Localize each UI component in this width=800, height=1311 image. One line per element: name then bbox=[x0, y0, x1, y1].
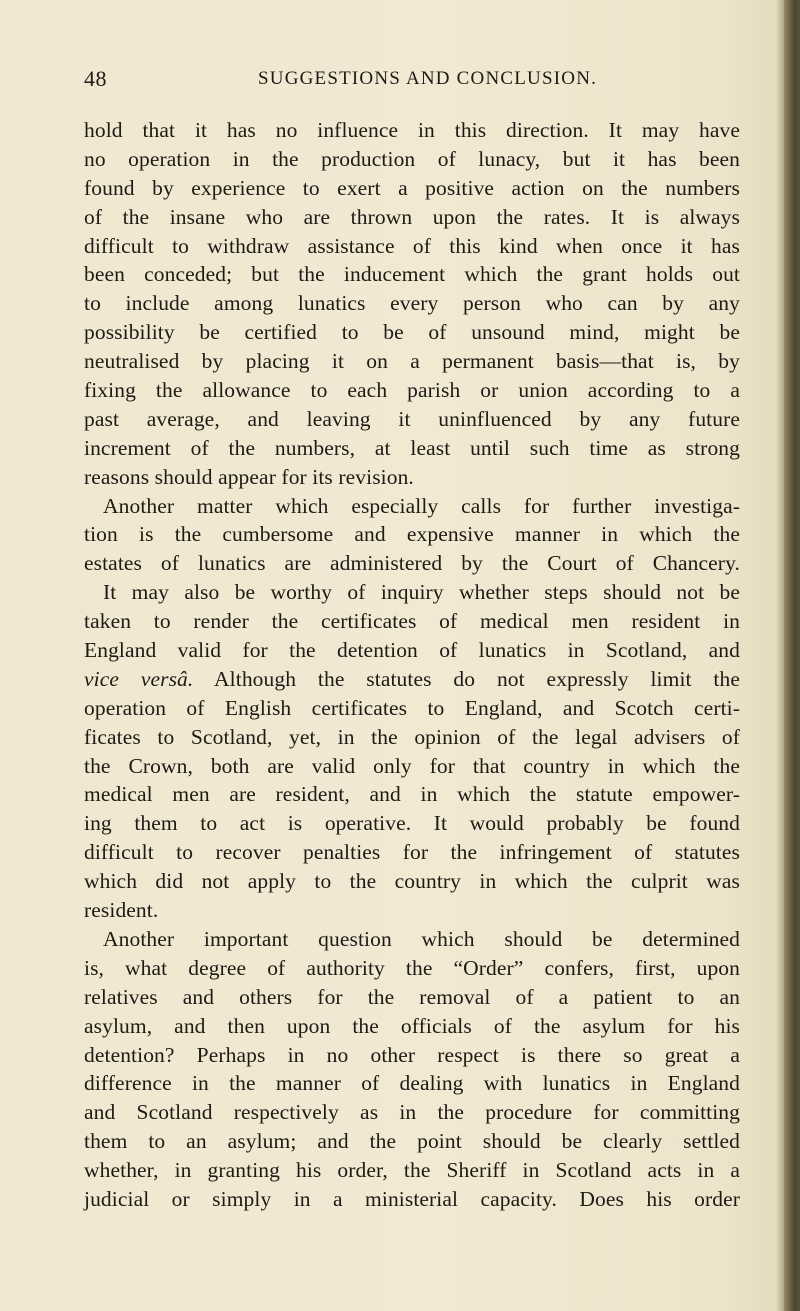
text-line: neutralised by placing it on a permanent basis—that is, by bbox=[84, 349, 740, 374]
text-line: possibility be certified to be of unsound mind, might be bbox=[84, 320, 740, 345]
text-line: Another important question which should be determined bbox=[103, 926, 740, 951]
running-head: SUGGESTIONS AND CONCLUSION. bbox=[258, 68, 598, 89]
text-line: relatives and others for the removal of a patient to an bbox=[84, 984, 740, 1009]
text-line: past average, and leaving it uninfluenced by any future bbox=[84, 406, 740, 431]
body-text bbox=[84, 116, 740, 1214]
text-line: found by experience to exert a positive action on the numbers bbox=[84, 175, 740, 200]
text-line: taken to render the certificates of medical men resident in bbox=[84, 609, 740, 634]
text-line: It may also be worthy of inquiry whether steps should not be bbox=[103, 580, 740, 605]
page-number: 48 bbox=[84, 66, 107, 91]
text-line-rest: Although the statutes do not expressly limit the bbox=[214, 666, 741, 691]
text-line: to include among lunatics every person who can by any bbox=[84, 291, 740, 316]
text-line-with-italic bbox=[84, 665, 740, 694]
text-line: Another matter which especially calls for further investiga- bbox=[103, 493, 740, 518]
text-line: and Scotland respectively as in the procedure for committing bbox=[84, 1100, 740, 1125]
text-line: increment of the numbers, at least until such time as strong bbox=[84, 435, 740, 460]
text-line: difference in the manner of dealing with lunatics in England bbox=[84, 1071, 740, 1096]
text-line: reasons should appear for its revision. bbox=[84, 464, 414, 489]
text-line: them to an asylum; and the point should be clearly settled bbox=[84, 1129, 740, 1154]
text-line: the Crown, both are valid only for that country in which the bbox=[84, 753, 740, 778]
text-line: England valid for the detention of lunatics in Scotland, and bbox=[84, 638, 740, 663]
text-line: judicial or simply in a ministerial capacity. Does his order bbox=[84, 1186, 740, 1211]
text-line: resident. bbox=[84, 898, 159, 923]
italic-phrase: vice versâ. bbox=[84, 666, 194, 691]
text-line: been conceded; but the inducement which the grant holds out bbox=[84, 262, 740, 287]
text-line: medical men are resident, and in which the statute empower- bbox=[84, 782, 740, 807]
text-line: ing them to act is operative. It would probably be found bbox=[84, 811, 740, 836]
text-line: whether, in granting his order, the Sheriff in Scotland acts in a bbox=[84, 1158, 740, 1183]
text-line: hold that it has no influence in this direction. It may have bbox=[84, 118, 740, 142]
text-line: of the insane who are thrown upon the rates. It is always bbox=[84, 204, 740, 229]
text-line: difficult to recover penalties for the infringement of statutes bbox=[84, 840, 740, 865]
text-line: detention? Perhaps in no other respect is there so great a bbox=[84, 1042, 740, 1067]
text-line: estates of lunatics are administered by the Court of Chancery. bbox=[84, 551, 740, 576]
text-line: is, what degree of authority the “Order” confers, first, upon bbox=[84, 955, 740, 980]
text-line: tion is the cumbersome and expensive manner in which the bbox=[84, 522, 740, 547]
text-line: difficult to withdraw assistance of this kind when once it has bbox=[84, 233, 740, 258]
text-line: which did not apply to the country in which the culprit was bbox=[84, 869, 740, 894]
page-header bbox=[0, 66, 790, 96]
text-line: operation of English certificates to England, and Scotch certi- bbox=[84, 695, 740, 720]
text-line: fixing the allowance to each parish or union according to a bbox=[84, 378, 740, 403]
text-line: no operation in the production of lunacy, but it has been bbox=[84, 146, 740, 171]
text-line: asylum, and then upon the officials of the asylum for his bbox=[84, 1013, 740, 1038]
text-line: ficates to Scotland, yet, in the opinion of the legal advisers of bbox=[84, 724, 740, 749]
page-edge-shadow bbox=[784, 0, 800, 1311]
